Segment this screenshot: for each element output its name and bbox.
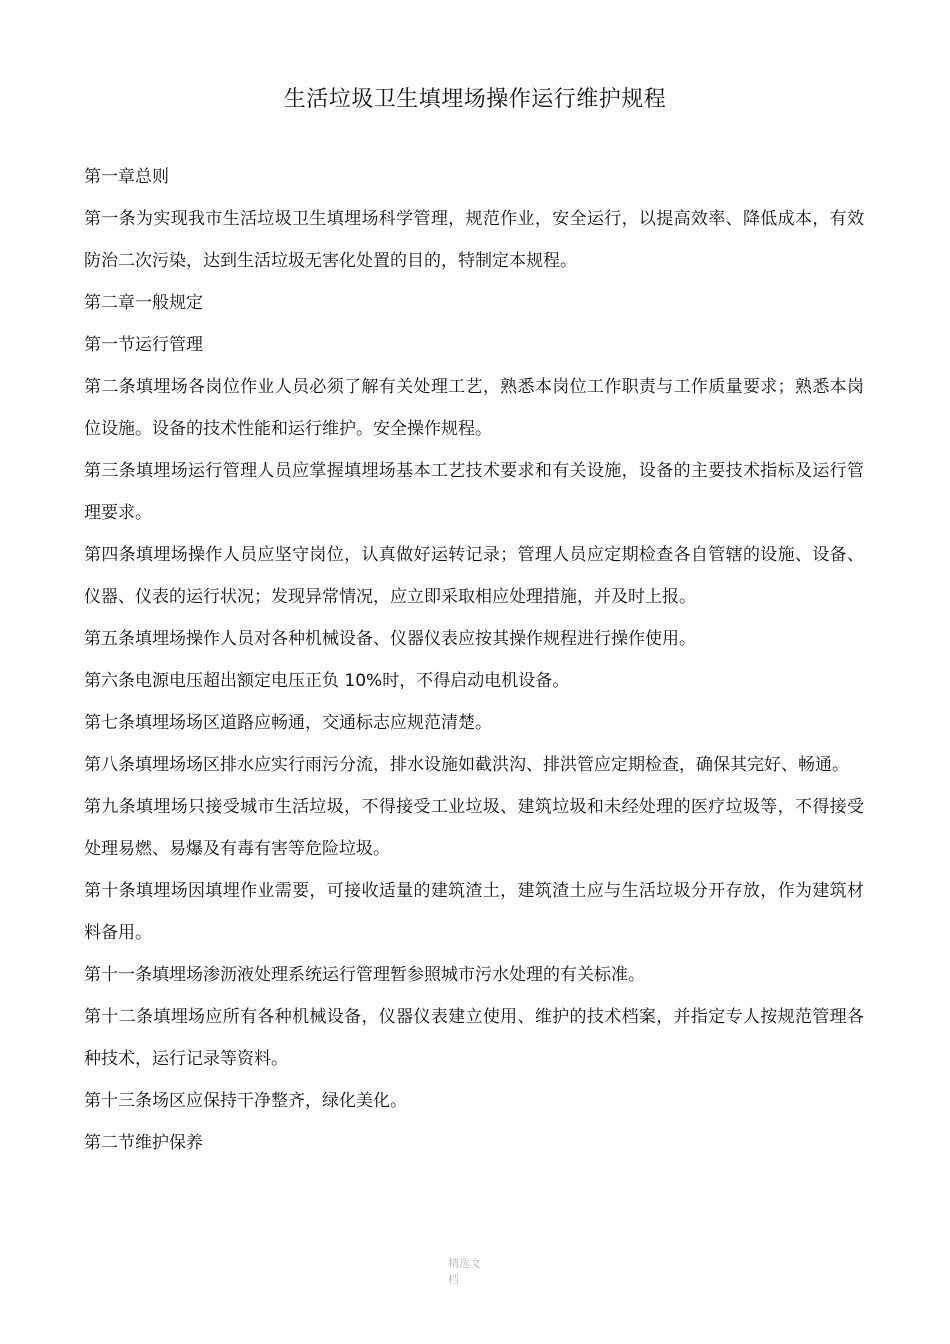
article-7: 第七条填埋场场区道路应畅通，交通标志应规范清楚。 <box>84 713 492 733</box>
article-6: 第六条电源电压超出额定电压正负 10%时，不得启动电机设备。 <box>84 671 570 691</box>
article-9: 第九条填埋场只接受城市生活垃圾，不得接受工业垃圾、建筑垃圾和未经处理的医疗垃圾等，不得接受处理易燃、易爆及有毒有害等危险垃圾。 <box>84 797 864 859</box>
section-1-heading: 第一节运行管理 <box>84 335 203 355</box>
document-body <box>84 156 864 1164</box>
chapter-2-heading: 第二章一般规定 <box>84 293 203 313</box>
article-8: 第八条填埋场场区排水应实行雨污分流，排水设施如截洪沟、排洪管应定期检查，确保其完好、畅通。 <box>84 755 849 775</box>
article-12: 第十二条填埋场应所有各种机械设备，仪器仪表建立使用、维护的技术档案，并指定专人按规范管理各种技术，运行记录等资料。 <box>84 1007 864 1069</box>
article-13: 第十三条场区应保持干净整齐，绿化美化。 <box>84 1091 407 1111</box>
watermark-line-2: 档 <box>448 1273 459 1286</box>
article-5: 第五条填埋场操作人员对各种机械设备、仪器仪表应按其操作规程进行操作使用。 <box>84 629 696 649</box>
section-2-heading: 第二节维护保养 <box>84 1133 203 1153</box>
article-2: 第二条填埋场各岗位作业人员必须了解有关处理工艺，熟悉本岗位工作职责与工作质量要求；熟悉本岗位设施。设备的技术性能和运行维护。安全操作规程。 <box>84 377 864 439</box>
article-4: 第四条填埋场操作人员应坚守岗位，认真做好运转记录；管理人员应定期检查各自管辖的设施、设备、仪器、仪表的运行状况；发现异常情况，应立即采取相应处理措施，并及时上报。 <box>84 545 864 607</box>
article-3: 第三条填埋场运行管理人员应掌握填埋场基本工艺技术要求和有关设施，设备的主要技术指标及运行管理要求。 <box>84 461 864 523</box>
document-title: 生活垃圾卫生填埋场操作运行维护规程 <box>283 87 667 112</box>
chapter-1-heading: 第一章总则 <box>84 167 169 187</box>
article-1: 第一条为实现我市生活垃圾卫生填埋场科学管理，规范作业，安全运行，以提高效率、降低成本，有效防治二次污染，达到生活垃圾无害化处置的目的，特制定本规程。 <box>84 209 864 271</box>
article-11: 第十一条填埋场渗沥液处理系统运行管理暂参照城市污水处理的有关标准。 <box>84 965 645 985</box>
page-footer-watermark <box>448 1256 492 1288</box>
article-10: 第十条填埋场因填埋作业需要，可接收适量的建筑渣土，建筑渣土应与生活垃圾分开存放，作为建筑材料备用。 <box>84 881 864 943</box>
watermark-line-1: 精选文 <box>448 1257 481 1270</box>
